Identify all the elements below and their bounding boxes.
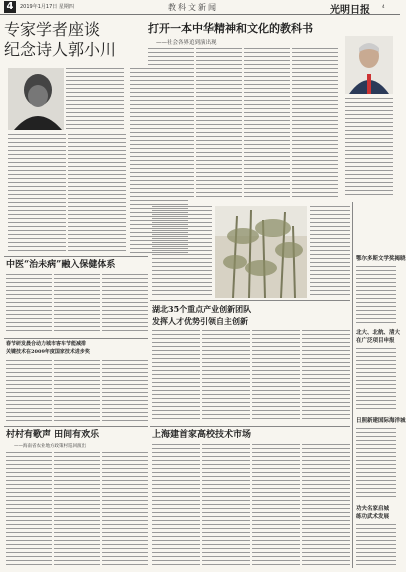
guo-body-col2 bbox=[8, 134, 66, 254]
side3-title: 日照新建国际海洋城 bbox=[356, 418, 406, 424]
shanghai-title: 上海建首家高校技术市场 bbox=[152, 430, 252, 440]
hubei-title-line1: 湖北35个重点产业创新团队 bbox=[152, 304, 252, 314]
sidebar-divider bbox=[352, 202, 353, 568]
hubei-rule bbox=[150, 300, 350, 301]
textbook-body-col3 bbox=[244, 48, 290, 198]
tcm-title: 中医“治未病”融入保健体系 bbox=[6, 260, 116, 270]
village-body-col3 bbox=[102, 452, 148, 568]
guo-title-line2: 纪念诗人郭小川 bbox=[4, 40, 117, 59]
village-body-col2 bbox=[54, 452, 100, 568]
hubei-title-line2: 发挥人才优势引领自主创新 bbox=[152, 316, 248, 326]
tcm-body-col1 bbox=[6, 274, 52, 334]
tcm-body-col3 bbox=[102, 274, 148, 334]
spring-body-col2 bbox=[54, 360, 100, 422]
shanghai-body-col2 bbox=[202, 444, 250, 568]
newspaper-masthead: 光明日报 bbox=[330, 5, 370, 16]
issue-date: 2019年1月17日 星期四 bbox=[20, 4, 74, 10]
hubei-body-col4 bbox=[302, 330, 350, 422]
side1-body bbox=[356, 266, 396, 324]
village-title: 村村有歌声 田间有欢乐 bbox=[6, 430, 100, 440]
textbook-body-col5 bbox=[345, 98, 393, 198]
side4-title-line2: 练功武术发展 bbox=[356, 514, 390, 520]
guo-body-col3 bbox=[68, 134, 126, 254]
spring-body-col1 bbox=[6, 360, 52, 422]
textbook-body-col2 bbox=[196, 48, 242, 198]
guo-portrait-photo bbox=[8, 68, 64, 130]
page-number: 4 bbox=[4, 1, 16, 13]
edition-number: 4 bbox=[382, 4, 385, 9]
side4-title-line1: 功夫名家启城 bbox=[356, 506, 390, 512]
textbook-title: 打开一本中华精神和文化的教科书 bbox=[148, 22, 313, 35]
section-name: 教科文新闻 bbox=[168, 3, 218, 12]
textbook-body-col6 bbox=[152, 206, 212, 298]
tcm-rule bbox=[4, 256, 148, 257]
textbook-body-col1 bbox=[148, 48, 194, 198]
bamboo-image bbox=[215, 206, 307, 298]
bamboo-photo bbox=[215, 206, 307, 298]
page-header bbox=[0, 0, 400, 15]
spring-rule bbox=[4, 338, 148, 339]
guo-title-line1: 专家学者座谈 bbox=[4, 20, 101, 39]
village-rule bbox=[4, 426, 148, 427]
side1-title: 鄂尔多斯文学奖揭晓 bbox=[356, 256, 406, 262]
author-portrait-photo bbox=[345, 36, 393, 94]
guo-portrait-image bbox=[8, 68, 64, 130]
side2-title-line1: 北大、北航、清大 bbox=[356, 330, 401, 336]
bamboo-caption-text bbox=[310, 206, 350, 296]
guo-body-col1 bbox=[66, 68, 124, 130]
shanghai-body-col1 bbox=[152, 444, 200, 568]
spring-title-line2: 关键技术在2009年度国家技术进步奖 bbox=[6, 349, 90, 355]
tcm-body-col2 bbox=[54, 274, 100, 334]
side2-body bbox=[356, 348, 396, 412]
spring-body-col3 bbox=[102, 360, 148, 422]
spring-title-line1: 春节研发晨合动力城市客车节能减排 bbox=[6, 341, 87, 347]
side2-title-line2: 在广泛项目申报 bbox=[356, 338, 395, 344]
shanghai-body-col4 bbox=[302, 444, 350, 568]
side3-body bbox=[356, 428, 396, 500]
hubei-body-col3 bbox=[252, 330, 300, 422]
side4-body bbox=[356, 524, 396, 568]
author-portrait-image bbox=[345, 36, 393, 94]
shanghai-body-col3 bbox=[252, 444, 300, 568]
shanghai-rule bbox=[150, 426, 350, 427]
textbook-body-col4 bbox=[292, 48, 338, 198]
village-subtitle: ——海南省农业地方政策村巡回演出 bbox=[14, 444, 86, 449]
hubei-body-col1 bbox=[152, 330, 200, 422]
village-body-col1 bbox=[6, 452, 52, 568]
textbook-subtitle: ——社会各界追到演出现 bbox=[156, 40, 217, 46]
hubei-body-col2 bbox=[202, 330, 250, 422]
